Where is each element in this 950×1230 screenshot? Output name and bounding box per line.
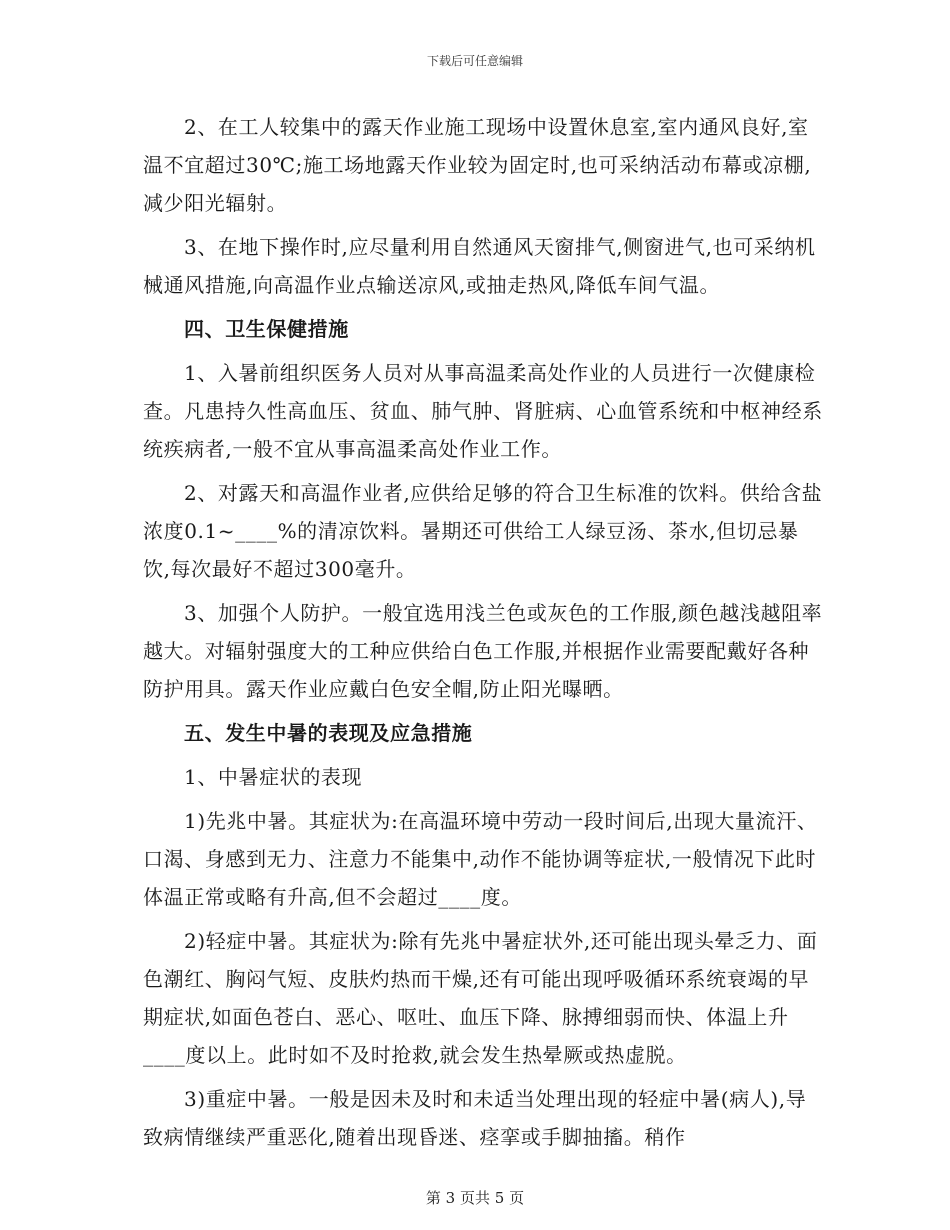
page-header: 下载后可任意编辑 bbox=[426, 54, 523, 68]
paragraph: 3)重症中暑。一般是因未及时和未适当处理出现的轻症中暑(病人),导致病情继续严重恶化,随着出现昏迷、痉挛或手脚抽搐。稍作 bbox=[143, 1087, 807, 1149]
document-body bbox=[143, 108, 823, 1162]
page-footer: 第 3 页共 5 页 bbox=[425, 1189, 525, 1207]
paragraph: 3、加强个人防护。一般宜选用浅兰色或灰色的工作服,颜色越浅越阻率越大。对辐射强度大的工种应供给白色工作服,并根据作业需要配戴好各种防护用具。露天作业应戴白色安全帽,防止阳光曝晒。 bbox=[143, 601, 823, 701]
section-heading: 五、发生中暑的表现及应急措施 bbox=[184, 721, 473, 745]
paragraph: 3、在地下操作时,应尽量利用自然通风天窗排气,侧窗进气,也可采纳机械通风措施,向高温作业点输送凉风,或抽走热风,降低车间气温。 bbox=[143, 235, 816, 297]
paragraph: 2、对露天和高温作业者,应供给足够的符合卫生标准的饮料。供给含盐浓度0.1~____%的清凉饮料。暑期还可供给工人绿豆汤、茶水,但切忌暴饮,每次最好不超过300毫升。 bbox=[143, 481, 823, 581]
paragraph: 2、在工人较集中的露天作业施工现场中设置休息室,室内通风良好,室温不宜超过30℃;施工场地露天作业较为固定时,也可采纳活动布幕或凉棚,减少阳光辐射。 bbox=[143, 115, 812, 215]
section-heading: 四、卫生保健措施 bbox=[184, 317, 349, 341]
paragraph: 1)先兆中暑。其症状为:在高温环境中劳动一段时间后,出现大量流汗、口渴、身感到无力、注意力不能集中,动作不能协调等症状,一般情况下此时体温正常或略有升高,但不会超过____度。 bbox=[143, 809, 818, 909]
paragraph: 1、中暑症状的表现 bbox=[184, 765, 363, 789]
paragraph: 2)轻症中暑。其症状为:除有先兆中暑症状外,还可能出现头晕乏力、面色潮红、胸闷气短、皮肤灼热而干燥,还有可能出现呼吸循环系统衰竭的早期症状,如面色苍白、恶心、呕吐、血压下降、脉搏细弱而快、体温上升____度以上。此时如不及时抢救,就会发生热晕厥或热虚脱。 bbox=[143, 929, 818, 1067]
paragraph: 1、入暑前组织医务人员对从事高温柔高处作业的人员进行一次健康检查。凡患持久性高血压、贫血、肺气肿、肾脏病、心血管系统和中枢神经系统疾病者,一般不宜从事高温柔高处作业工作。 bbox=[143, 361, 823, 461]
